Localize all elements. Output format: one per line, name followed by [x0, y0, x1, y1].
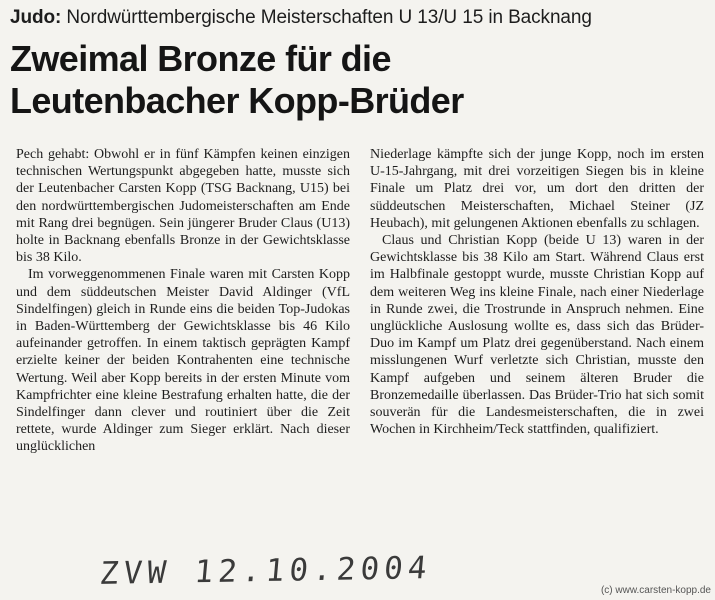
paragraph: Pech gehabt: Obwohl er in fünf Kämpfen keinen einzigen technischen Wertungspunkt abgegeben hatte, musste sich der Leutenbacher Carsten Kopp (TSG Backnang, U15) bei den nordwürttembergischen Judomeisterschaften am Ende mit Rang drei begnügen. Sein jüngerer Bruder Claus (U13) holte in Backnang ebenfalls Bronze in der Gewichtsklasse bis 38 Kilo. [16, 147, 350, 266]
headline-line-1: Zweimal Bronze für die [10, 38, 391, 79]
paragraph: Niederlage kämpfte sich der junge Kopp, noch im ersten U-15-Jahrgang, mit drei vorzeitigen Siegen bis in kleine Finale um Platz drei vor, um dort den dritten der süddeutschen Meisterschaften, Michael Steiner (JZ Heubach), mit gelungenen Aktionen ebenfalls zu schlagen. [370, 147, 704, 231]
article-left-column [16, 146, 350, 456]
copyright-notice: (c) www.carsten-kopp.de [600, 585, 711, 596]
article-right-column [370, 146, 704, 438]
article-kicker [10, 6, 710, 30]
kicker-topic: Judo: [10, 7, 62, 28]
kicker-text: Nordwürttembergische Meisterschaften U 13/U 15 in Backnang [66, 7, 592, 28]
paragraph: Claus und Christian Kopp (beide U 13) waren in der Gewichtsklasse bis 38 Kilo am Start. Während Claus erst im Halbfinale gestoppt wurde, musste Christian Kopp auf dem weiteren Weg ins kleine Finale, nach einer Niederlage in Runde zwei, die Trostrunde in Anspruch nehmen. Eine unglückliche Auslosung wollte es, dass sich das Brüder-Duo im Kampf um Platz drei gegenüberstand. Nach einem misslungenen Wurf verletzte sich Christian, musste den Kampf aufgeben und seinem älteren Bruder die Bronzemedaille überlassen. Das Brüder-Trio hat sich somit souverän für die Landesmeisterschaften, die in zwei Wochen in Kirchheim/Teck stattfinden, qualifiziert. [370, 233, 704, 438]
paragraph: Im vorweggenommenen Finale waren mit Carsten Kopp und dem süddeutschen Meister David Aldinger (VfL Sindelfingen) gleich in Runde eins die beiden Top-Judokas in Baden-Württemberg der Gewichtsklasse bis 46 Kilo aufeinander getroffen. In einem taktisch geprägten Kampf erzielte keiner der beiden Kontrahenten eine technische Wertung. Weil aber Kopp bereits in der ersten Minute vom Kampfrichter eine kleine Bestrafung erhalten hatte, die der Sindelfinger dann clever und routiniert über die Zeit rettete, wurde Aldinger zum Sieger erklärt. Nach dieser unglücklichen [16, 267, 350, 455]
headline-line-2: Leutenbacher Kopp-Brüder [10, 80, 464, 121]
handwritten-source-date: ZVW 12.10.2004 [98, 550, 434, 592]
article-headline [10, 38, 710, 122]
